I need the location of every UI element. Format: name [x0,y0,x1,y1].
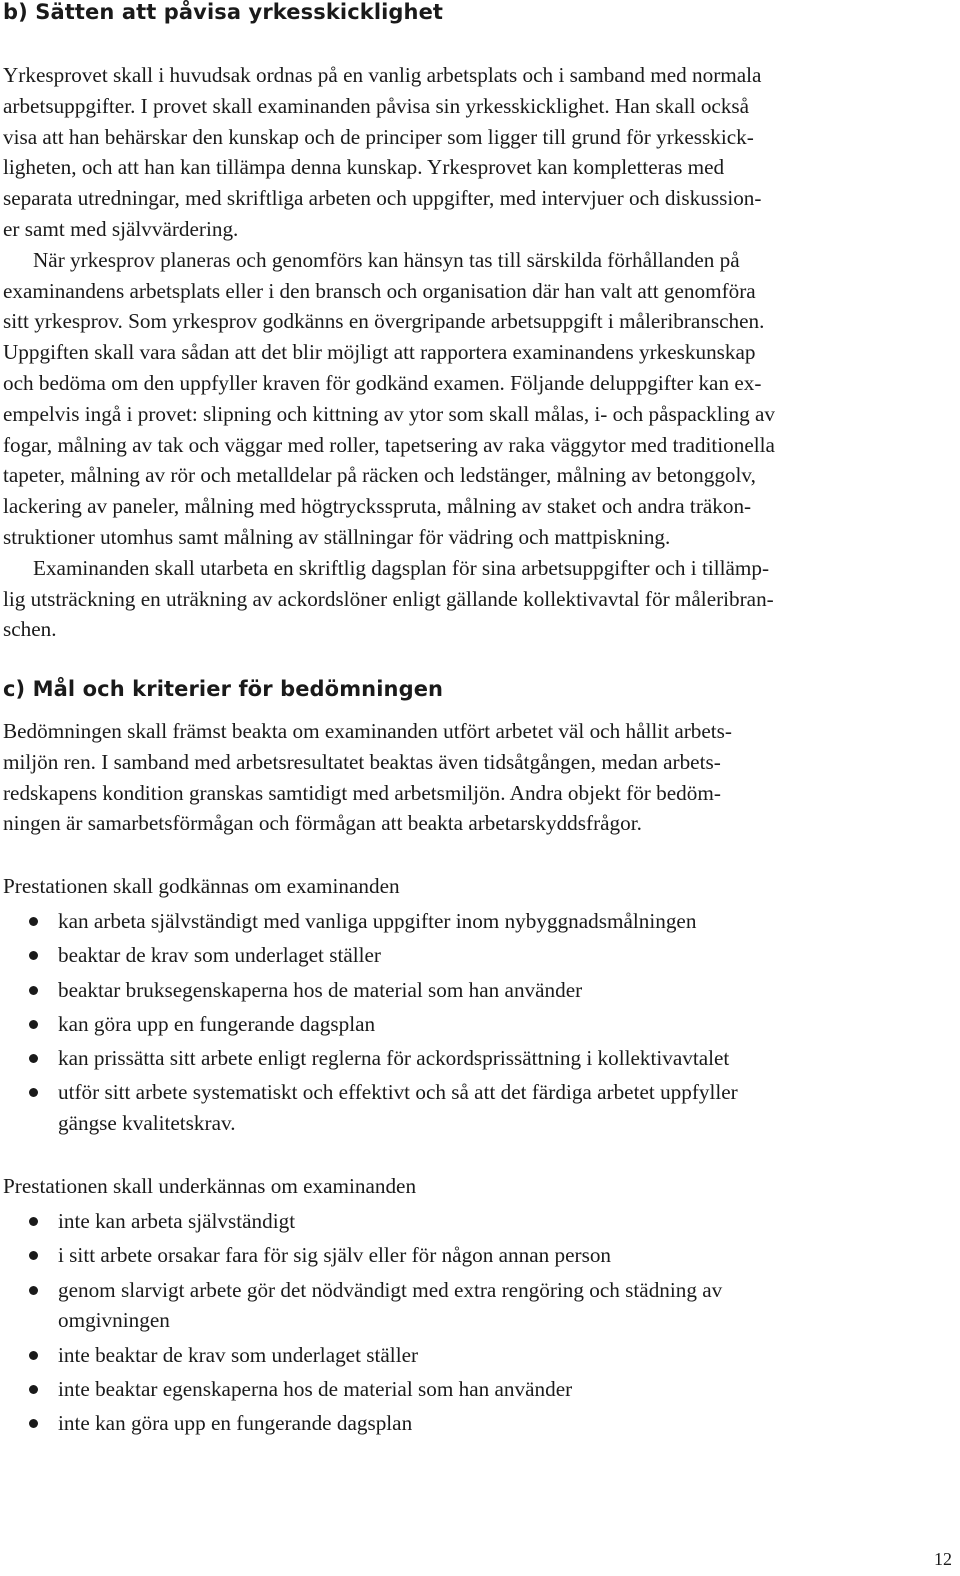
text-line: lig utsträckning en uträkning av ackordslöner enligt gällande kollektivavtal för måleribran- [3,586,774,611]
text-line: omgivningen [58,1308,170,1333]
section-b-paragraph-1 [3,60,775,245]
section-c-heading: c) Mål och kriterier för bedömningen [3,677,444,701]
list-item [3,1206,722,1237]
section-c-paragraph [3,716,732,839]
fail-criteria-lead: Prestationen skall underkännas om examinanden [3,1174,417,1198]
bullet-icon [29,917,38,926]
text-line: gängse kvalitetskrav. [58,1111,236,1136]
bullet-icon [29,1217,38,1226]
text-line: sitt yrkesprov. Som yrkesprov godkänns en övergripande arbetsuppgift i måleribranschen. [3,309,765,334]
text-line: Uppgiften skall vara sådan att det blir möjligt att rapportera examinandens yrkeskunskap [3,340,756,365]
list-item [3,1009,738,1040]
text-line: empelvis ingå i provet: slipning och kittning av ytor som skall målas, i- och påspackling av [3,401,776,426]
text-line: inte kan göra upp en fungerande dagsplan [58,1411,413,1436]
page-number: 12 [934,1549,952,1569]
text-line: tapeter, målning av rör och metalldelar på räcken och ledstänger, målning av betonggolv, [3,463,756,488]
text-line: beaktar de krav som underlaget ställer [58,943,381,968]
text-line: kan arbeta självständigt med vanliga uppgifter inom nybyggnadsmålningen [58,909,697,933]
text-line: kan prissätta sitt arbete enligt reglerna för ackordsprissättning i kollektivavtalet [58,1046,730,1071]
text-line: När yrkesprov planeras och genomförs kan hänsyn tas till särskilda förhållanden på [33,247,740,272]
text-line: ligheten, och att han kan tillämpa denna kunskap. Yrkesprovet kan kompletteras med [3,155,725,180]
text-line: lackering av paneler, målning med högtrycksspruta, målning av staket och andra träkon- [3,494,752,519]
text-line: utför sitt arbete systematiskt och effektivt och så att det färdiga arbetet uppfyller [58,1080,738,1105]
list-item [3,1408,722,1439]
list-item [3,906,738,937]
text-line: och bedöma om den uppfyller kraven för godkänd examen. Följande deluppgifter kan ex- [3,370,762,395]
text-line: Bedömningen skall främst beakta om examinanden utfört arbetet väl och hållit arbets- [3,719,732,743]
section-b-heading: b) Sätten att påvisa yrkesskicklighet [3,0,444,24]
bullet-icon [29,1351,38,1360]
text-line: struktioner utomhus samt målning av ställningar för vädring och mattpiskning. [3,524,671,549]
text-line: inte beaktar egenskaperna hos de material som han använder [58,1376,573,1401]
approve-criteria-list [3,906,738,1143]
list-item [3,975,738,1006]
bullet-icon [29,986,38,995]
text-line: redskapens kondition granskas samtidigt med arbetsmiljön. Andra objekt för bedöm- [3,780,721,805]
list-item [3,1077,738,1139]
text-line: arbetsuppgifter. I provet skall examinanden påvisa sin yrkesskicklighet. Han skall också [3,93,750,118]
bullet-icon [29,1088,38,1097]
section-b-paragraph-2 [3,245,775,553]
bullet-icon [29,1419,38,1428]
section-b-body [3,60,775,645]
text-line: separata utredningar, med skriftliga arbeten och uppgifter, med intervjuer och diskussion- [3,186,762,211]
text-line: ningen är samarbetsförmågan och förmågan att beakta arbetarskyddsfrågor. [3,811,642,836]
list-item [3,1240,722,1271]
section-c-body [3,716,732,839]
bullet-icon [29,1054,38,1063]
text-line: inte beaktar de krav som underlaget ställer [58,1342,419,1367]
section-b-paragraph-3 [3,553,775,645]
text-line: schen. [3,617,57,642]
list-item [3,940,738,971]
bullet-icon [29,951,38,960]
bullet-icon [29,1385,38,1394]
bullet-icon [29,1020,38,1029]
bullet-icon [29,1251,38,1260]
text-line: examinandens arbetsplats eller i den bransch och organisation där han valt att genomföra [3,278,756,303]
text-line: kan göra upp en fungerande dagsplan [58,1011,376,1036]
text-line: er samt med självvärdering. [3,216,239,241]
text-line: inte kan arbeta självständigt [58,1209,296,1233]
text-line: genom slarvigt arbete gör det nödvändigt med extra rengöring och städning av [58,1277,723,1302]
bullet-icon [29,1286,38,1295]
text-line: miljön ren. I samband med arbetsresultatet beaktas även tidsåtgången, medan arbets- [3,749,721,774]
text-line: visa att han behärskar den kunskap och de principer som ligger till grund för yrkesskick- [3,124,754,149]
text-line: beaktar bruksegenskaperna hos de material som han använder [58,977,583,1002]
approve-criteria-lead: Prestationen skall godkännas om examinanden [3,874,400,898]
fail-criteria-list [3,1206,722,1443]
list-item [3,1275,722,1337]
text-line: i sitt arbete orsakar fara för sig själv eller för någon annan person [58,1243,612,1268]
text-line: Yrkesprovet skall i huvudsak ordnas på en vanlig arbetsplats och i samband med normala [3,63,762,87]
text-line: fogar, målning av tak och väggar med roller, tapetsering av raka väggytor med traditionella [3,432,775,457]
text-line: Examinanden skall utarbeta en skriftlig dagsplan för sina arbetsuppgifter och i tillämp- [33,555,770,580]
list-item [3,1043,738,1074]
list-item [3,1340,722,1371]
list-item [3,1374,722,1405]
